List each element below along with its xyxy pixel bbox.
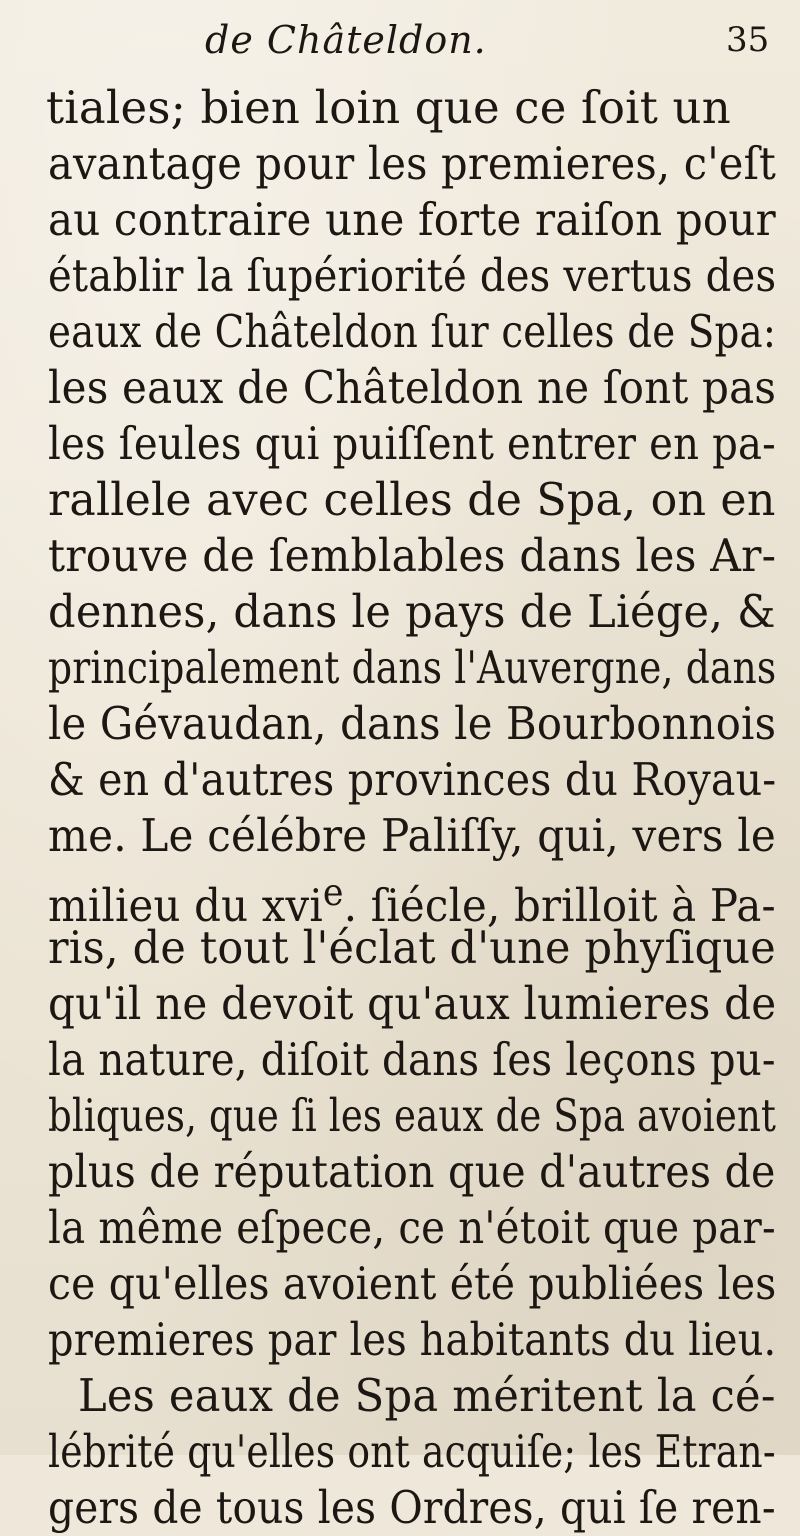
text-line: les eaux de Châteldon ne ſont pas	[48, 361, 777, 414]
text-line: au contraire une forte raiſon pour	[48, 193, 776, 246]
text-line: le Gévaudan, dans le Bourbonnois	[48, 697, 777, 750]
text-line: la nature, diſoit dans ſes leçons pu-	[48, 1033, 776, 1086]
text-line: trouve de ſemblables dans les Ar-	[48, 529, 777, 582]
text-line: dennes, dans le pays de Liége, &	[48, 585, 776, 638]
text-line: premieres par les habitants du lieu.	[48, 1313, 777, 1366]
text-line: lébrité qu'elles ont acquiſe; les Etran-	[48, 1425, 776, 1478]
text-line: rallele avec celles de Spa, on en	[48, 473, 776, 526]
text-line: avantage pour les premieres, c'eſt	[48, 137, 777, 190]
text-line: plus de réputation que d'autres de	[48, 1145, 776, 1198]
text-line: gers de tous les Ordres, qui ſe ren-	[48, 1481, 776, 1534]
page-number: 35	[726, 20, 770, 60]
text-line: Les eaux de Spa méritent la cé-	[78, 1369, 776, 1422]
text-line: bliques, que ſi les eaux de Spa avoient	[48, 1089, 777, 1142]
text-line: établir la ſupériorité des vertus des	[48, 249, 777, 302]
text-line: tiales; bien loin que ce ſoit un	[46, 81, 731, 134]
text-line: eaux de Châteldon ſur celles de Spa:	[48, 305, 777, 358]
text-line: qu'il ne devoit qu'aux lumieres de	[48, 977, 777, 1030]
text-line: & en d'autres provinces du Royau-	[48, 753, 777, 806]
text-line: me. Le célébre Paliſſy, qui, vers le	[48, 809, 777, 862]
running-head: de Châteldon.	[205, 18, 487, 62]
text-line: la même eſpece, ce n'étoit que par-	[48, 1201, 776, 1254]
text-line: principalement dans l'Auvergne, dans	[48, 641, 777, 694]
text-line: milieu du xvi$^e$. ſiécle, brilloit à Pa-	[48, 870, 776, 932]
text-line: les ſeules qui puiſſent entrer en pa-	[48, 417, 776, 470]
text-line: ris, de tout l'éclat d'une phyſique	[48, 921, 776, 974]
text-line: ce qu'elles avoient été publiées les	[48, 1257, 777, 1310]
